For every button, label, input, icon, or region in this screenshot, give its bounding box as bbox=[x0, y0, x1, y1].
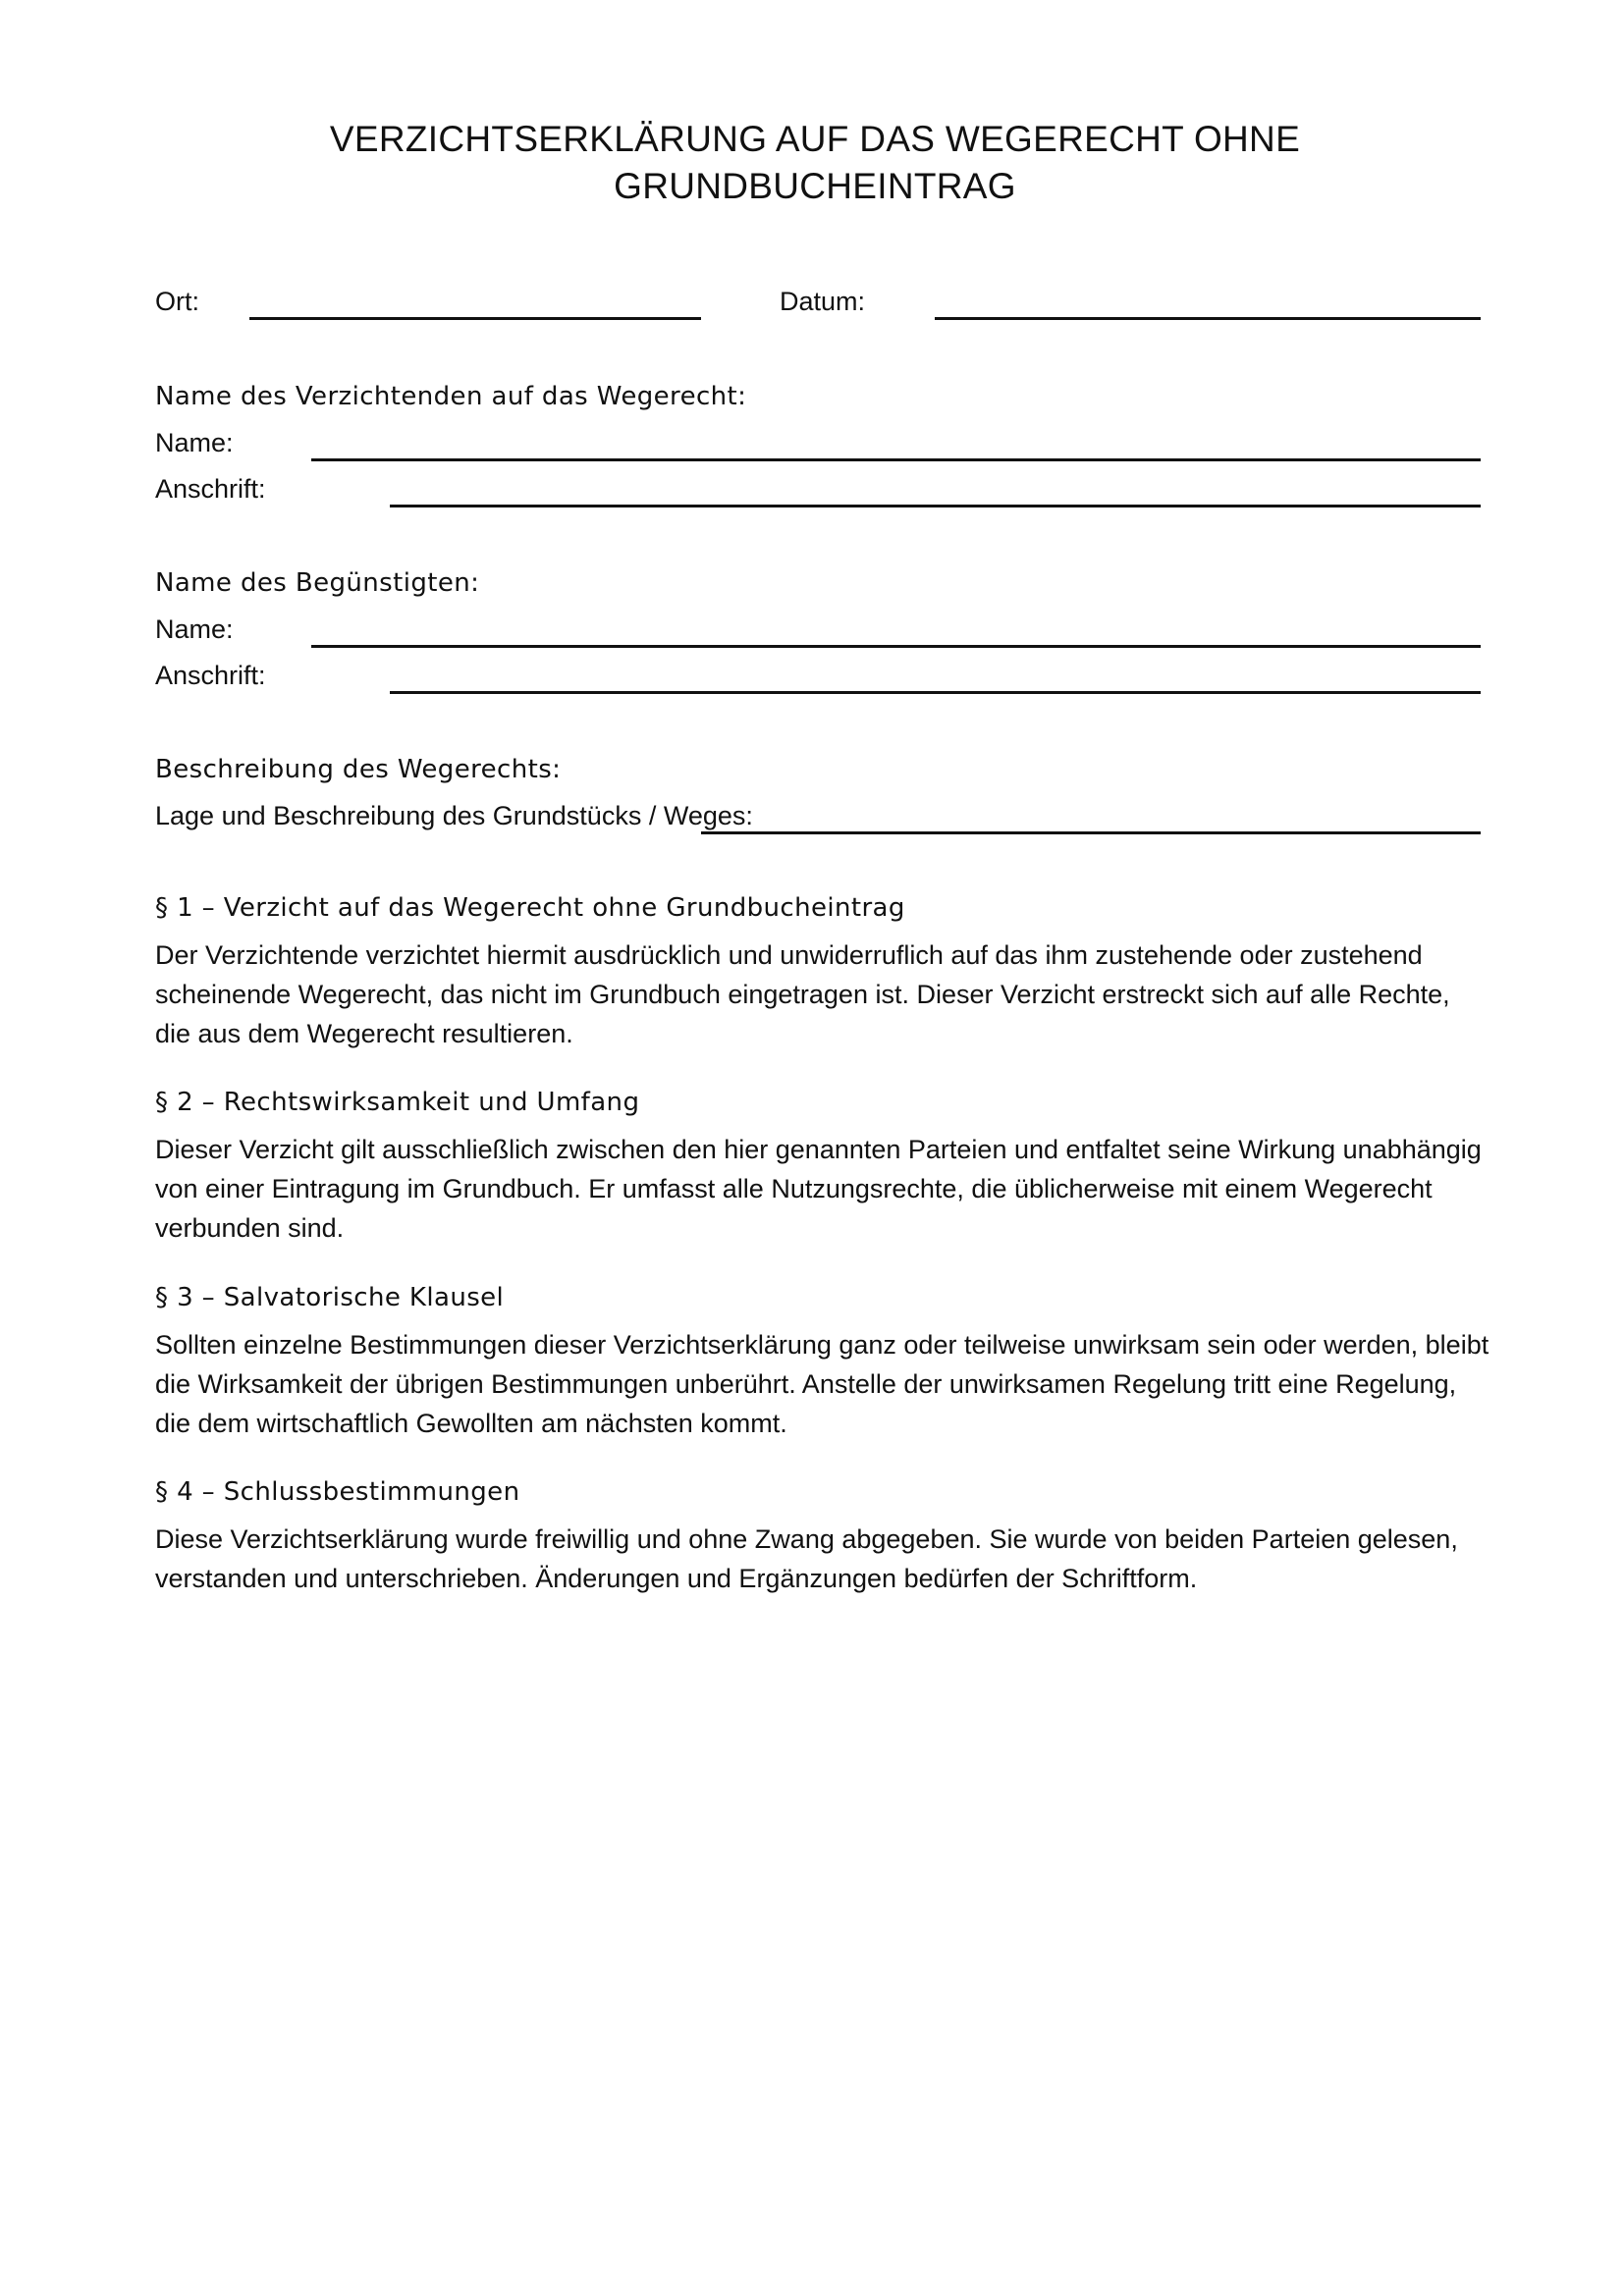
beneficiary-name-label: Name: bbox=[155, 614, 234, 644]
ort-label: Ort: bbox=[155, 287, 199, 316]
document-title: VERZICHTSERKLÄRUNG AUF DAS WEGERECHT OHNE GRUNDBUCHEINTRAG bbox=[329, 119, 1301, 206]
waiver-name-label: Name: bbox=[155, 428, 234, 457]
section-4-title: § 4 – Schlussbestimmungen bbox=[155, 1477, 520, 1507]
datum-field-line[interactable] bbox=[935, 317, 1481, 320]
section-3-title: § 3 – Salvatorische Klausel bbox=[155, 1283, 505, 1312]
waiver-heading: Name des Verzichtenden auf das Wegerecht: bbox=[155, 382, 747, 411]
beneficiary-name-line[interactable] bbox=[311, 645, 1481, 648]
section-1-text: Der Verzichtende verzichtet hiermit ausdrücklich und unwiderruflich auf das ihm zustehende oder zustehend scheinende Wegerecht, das nicht im Grundbuch eingetragen ist. Dieser Verzicht erstreckt sich auf alle Rechte, die aus dem Wegerecht resultieren. bbox=[155, 940, 1450, 1048]
waiver-address-label: Anschrift: bbox=[155, 474, 266, 504]
section-1-title: § 1 – Verzicht auf das Wegerecht ohne Grundbucheintrag bbox=[155, 893, 905, 923]
location-label: Lage und Beschreibung des Grundstücks / Weges: bbox=[155, 801, 753, 830]
datum-label: Datum: bbox=[780, 287, 866, 316]
description-heading: Beschreibung des Wegerechts: bbox=[155, 755, 562, 784]
waiver-name-line[interactable] bbox=[311, 458, 1481, 461]
ort-field-line[interactable] bbox=[249, 317, 701, 320]
beneficiary-address-label: Anschrift: bbox=[155, 661, 266, 690]
waiver-address-line[interactable] bbox=[390, 505, 1481, 507]
location-field-line[interactable] bbox=[701, 831, 1481, 834]
beneficiary-heading: Name des Begünstigten: bbox=[155, 568, 480, 598]
beneficiary-address-line[interactable] bbox=[390, 691, 1481, 694]
section-2-text: Dieser Verzicht gilt ausschließlich zwischen den hier genannten Parteien und entfaltet seine Wirkung unabhängig von einer Eintragung im Grundbuch. Er umfasst alle Nutzungsrechte, die üblicherweise mit einem Wegerecht verbunden sind. bbox=[155, 1135, 1482, 1243]
section-3-text: Sollten einzelne Bestimmungen dieser Verzichtserklärung ganz oder teilweise unwirksam sein oder werden, bleibt die Wirksamkeit der übrigen Bestimmungen unberührt. Anstelle der unwirksamen Regelung tritt eine Regelung, die dem wirtschaftlich Gewollten am nächsten kommt. bbox=[155, 1330, 1489, 1438]
section-2-title: § 2 – Rechtswirksamkeit und Umfang bbox=[155, 1088, 640, 1117]
section-4-text: Diese Verzichtserklärung wurde freiwillig und ohne Zwang abgegeben. Sie wurde von beiden Parteien gelesen, verstanden und unterschrieben. Änderungen und Ergänzungen bedürfen der Schriftform. bbox=[155, 1524, 1458, 1593]
